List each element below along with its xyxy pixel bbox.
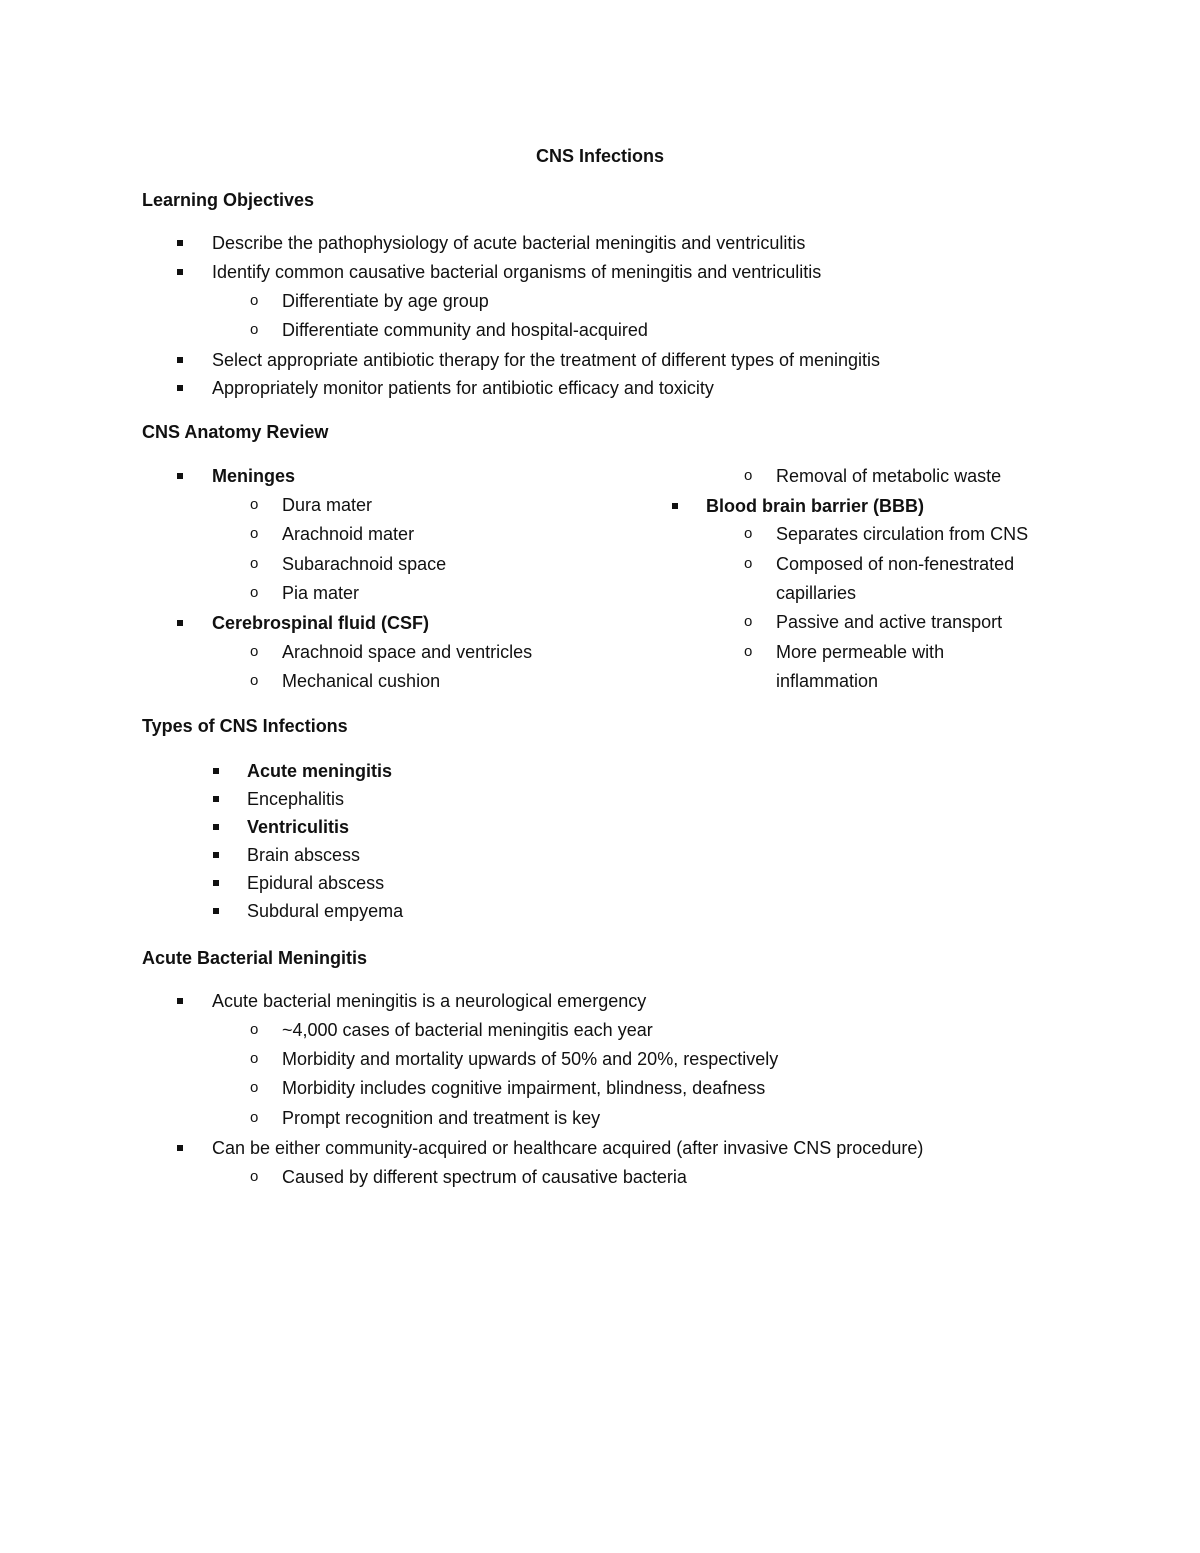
bullet-square-icon bbox=[213, 880, 219, 886]
bullet-circle-icon: o bbox=[250, 1109, 259, 1126]
type-item: Epidural abscess bbox=[247, 873, 385, 893]
bullet-circle-icon: o bbox=[744, 555, 753, 572]
anatomy-heading: CNS Anatomy Review bbox=[142, 422, 329, 442]
type-item: Ventriculitis bbox=[247, 817, 350, 837]
objective-subitem: Differentiate community and hospital-acquired bbox=[282, 320, 648, 340]
bullet-square-icon bbox=[213, 852, 219, 858]
bullet-square-icon bbox=[672, 503, 678, 509]
bbb-item: Passive and active transport bbox=[776, 612, 1003, 632]
objective-item: Select appropriate antibiotic therapy for the treatment of different types of meningitis bbox=[212, 350, 881, 370]
objective-subitem: Differentiate by age group bbox=[282, 291, 489, 311]
bullet-circle-icon: o bbox=[744, 467, 753, 484]
bbb-item: More permeable with bbox=[776, 642, 945, 662]
bbb-item: Separates circulation from CNS bbox=[776, 524, 1029, 544]
bullet-circle-icon: o bbox=[250, 1021, 259, 1038]
bullet-square-icon bbox=[177, 620, 183, 626]
meninges-item: Pia mater bbox=[282, 583, 360, 603]
abm-item: Acute bacterial meningitis is a neurological emergency bbox=[212, 991, 647, 1011]
bullet-square-icon bbox=[213, 796, 219, 802]
bullet-circle-icon: o bbox=[250, 321, 259, 338]
meninges-item: Subarachnoid space bbox=[282, 554, 447, 574]
bullet-circle-icon: o bbox=[250, 1050, 259, 1067]
abm-subitem: ~4,000 cases of bacterial meningitis each year bbox=[282, 1020, 653, 1040]
bullet-circle-icon: o bbox=[250, 1079, 259, 1096]
abm-subitem: Morbidity and mortality upwards of 50% and 20%, respectively bbox=[282, 1049, 779, 1069]
bullet-square-icon bbox=[177, 473, 183, 479]
bullet-circle-icon: o bbox=[250, 1168, 259, 1185]
csf-item: Mechanical cushion bbox=[282, 671, 441, 691]
bbb-item: Composed of non-fenestrated bbox=[776, 554, 1015, 574]
bbb-item-continued: capillaries bbox=[776, 583, 857, 603]
bbb-label: Blood brain barrier (BBB) bbox=[706, 496, 925, 516]
abm-heading: Acute Bacterial Meningitis bbox=[142, 948, 368, 968]
types-heading: Types of CNS Infections bbox=[142, 716, 348, 736]
csf-item: Arachnoid space and ventricles bbox=[282, 642, 533, 662]
bullet-circle-icon: o bbox=[250, 643, 259, 660]
bullet-square-icon bbox=[177, 240, 183, 246]
learning-objectives-heading: Learning Objectives bbox=[142, 190, 315, 210]
bullet-circle-icon: o bbox=[250, 292, 259, 309]
objective-item: Identify common causative bacterial organisms of meningitis and ventriculitis bbox=[212, 262, 822, 282]
bullet-square-icon bbox=[177, 269, 183, 275]
bullet-circle-icon: o bbox=[250, 496, 259, 513]
bullet-circle-icon: o bbox=[744, 525, 753, 542]
abm-subitem: Caused by different spectrum of causative bacteria bbox=[282, 1167, 687, 1187]
meninges-item: Dura mater bbox=[282, 495, 373, 515]
meninges-label: Meninges bbox=[212, 466, 296, 486]
bullet-square-icon bbox=[213, 908, 219, 914]
type-item: Brain abscess bbox=[247, 845, 361, 865]
bullet-circle-icon: o bbox=[250, 525, 259, 542]
bullet-square-icon bbox=[177, 1145, 183, 1151]
meninges-item: Arachnoid mater bbox=[282, 524, 415, 544]
bullet-square-icon bbox=[177, 357, 183, 363]
bullet-square-icon bbox=[213, 768, 219, 774]
csf-label: Cerebrospinal fluid (CSF) bbox=[212, 613, 430, 633]
bbb-item-continued: inflammation bbox=[776, 671, 879, 691]
type-item: Encephalitis bbox=[247, 789, 345, 809]
bullet-circle-icon: o bbox=[744, 613, 753, 630]
bullet-square-icon bbox=[177, 385, 183, 391]
bullet-circle-icon: o bbox=[250, 584, 259, 601]
type-item: Subdural empyema bbox=[247, 901, 404, 921]
abm-subitem: Prompt recognition and treatment is key bbox=[282, 1108, 601, 1128]
abm-item: Can be either community-acquired or healthcare acquired (after invasive CNS procedure) bbox=[212, 1138, 924, 1158]
csf-item: Removal of metabolic waste bbox=[776, 466, 1002, 486]
type-item: Acute meningitis bbox=[247, 761, 393, 781]
page-title: CNS Infections bbox=[535, 146, 664, 166]
bullet-square-icon bbox=[213, 824, 219, 830]
objective-item: Appropriately monitor patients for antibiotic efficacy and toxicity bbox=[212, 378, 714, 398]
bullet-square-icon bbox=[177, 998, 183, 1004]
bullet-circle-icon: o bbox=[250, 555, 259, 572]
bullet-circle-icon: o bbox=[744, 643, 753, 660]
objective-item: Describe the pathophysiology of acute bacterial meningitis and ventriculitis bbox=[212, 233, 806, 253]
bullet-circle-icon: o bbox=[250, 672, 259, 689]
abm-subitem: Morbidity includes cognitive impairment, blindness, deafness bbox=[282, 1078, 766, 1098]
